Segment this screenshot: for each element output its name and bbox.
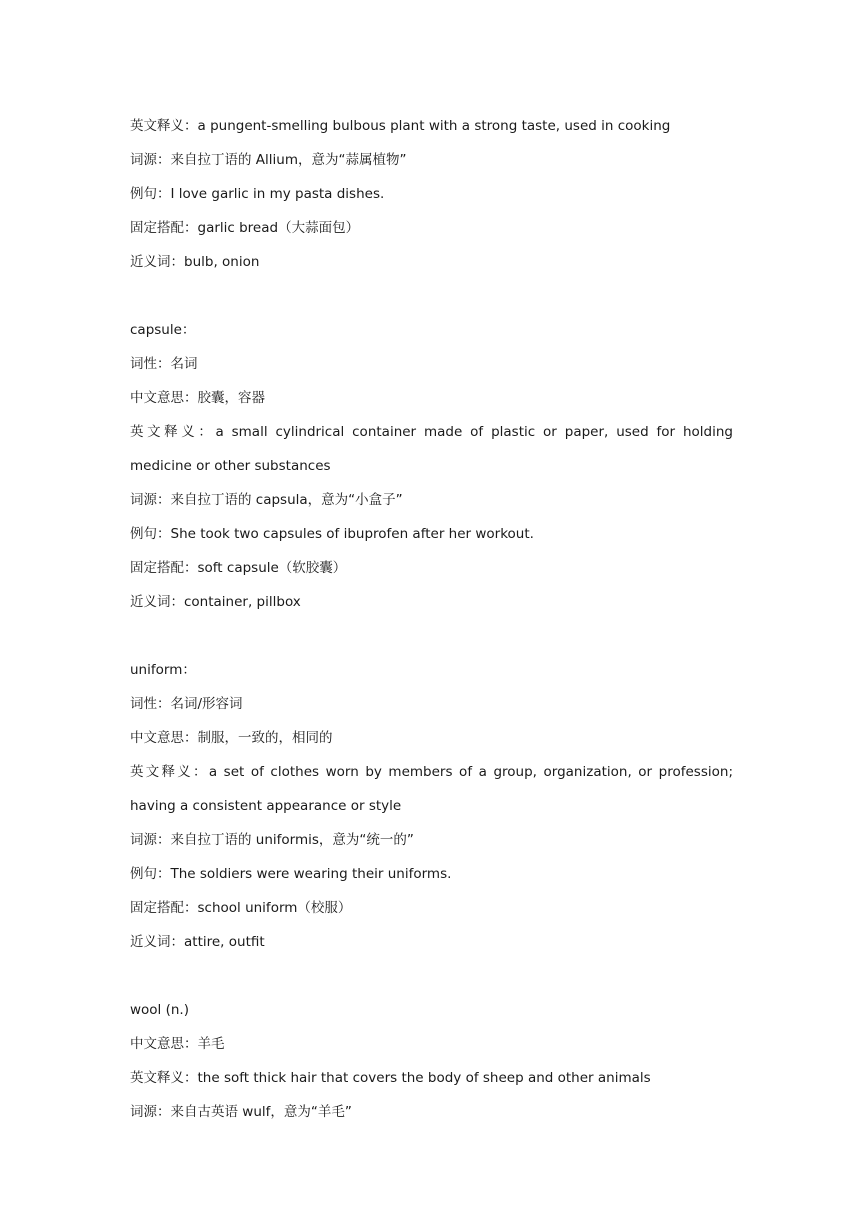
entry-capsule	[130, 313, 733, 619]
collocation: 固定搭配：garlic bread（大蒜面包）	[130, 220, 360, 236]
example-sentence: 例句：I love garlic in my pasta dishes.	[130, 186, 385, 202]
headword: wool (n.)	[130, 1002, 189, 1018]
spacer	[130, 619, 733, 653]
chinese-meaning: 中文意思：胶囊，容器	[130, 390, 265, 406]
collocation: 固定搭配：school uniform（校服）	[130, 900, 352, 916]
etymology: 词源：来自拉丁语的 Allium，意为“蒜属植物”	[130, 152, 407, 168]
entry-uniform	[130, 653, 733, 959]
english-definition: 英文释义：a small cylindrical container made of plastic or paper, used for holding medicine or other substances	[130, 424, 733, 474]
chinese-meaning: 中文意思：制服，一致的，相同的	[130, 730, 333, 746]
synonyms: 近义词：container, pillbox	[130, 594, 301, 610]
example-sentence: 例句：She took two capsules of ibuprofen after her workout.	[130, 526, 534, 542]
spacer	[130, 959, 733, 993]
etymology: 词源：来自古英语 wulf，意为“羊毛”	[130, 1104, 352, 1120]
english-definition: 英文释义：a set of clothes worn by members of a group, organization, or profession; having a consistent appearance or style	[130, 764, 733, 814]
part-of-speech: 词性：名词	[130, 356, 198, 372]
english-definition: 英文释义：a pungent-smelling bulbous plant with a strong taste, used in cooking	[130, 118, 671, 134]
etymology: 词源：来自拉丁语的 uniformis，意为“统一的”	[130, 832, 414, 848]
synonyms: 近义词：bulb, onion	[130, 254, 260, 270]
collocation: 固定搭配：soft capsule（软胶囊）	[130, 560, 347, 576]
example-sentence: 例句：The soldiers were wearing their uniforms.	[130, 866, 452, 882]
part-of-speech: 词性：名词/形容词	[130, 696, 243, 712]
synonyms: 近义词：attire, outfit	[130, 934, 265, 950]
document-body	[130, 109, 733, 1129]
headword: capsule：	[130, 322, 196, 338]
chinese-meaning: 中文意思：羊毛	[130, 1036, 225, 1052]
entry-wool	[130, 993, 733, 1129]
etymology: 词源：来自拉丁语的 capsula，意为“小盒子”	[130, 492, 403, 508]
spacer	[130, 279, 733, 313]
headword: uniform：	[130, 662, 196, 678]
entry-garlic	[130, 109, 733, 279]
english-definition: 英文释义：the soft thick hair that covers the body of sheep and other animals	[130, 1070, 651, 1086]
